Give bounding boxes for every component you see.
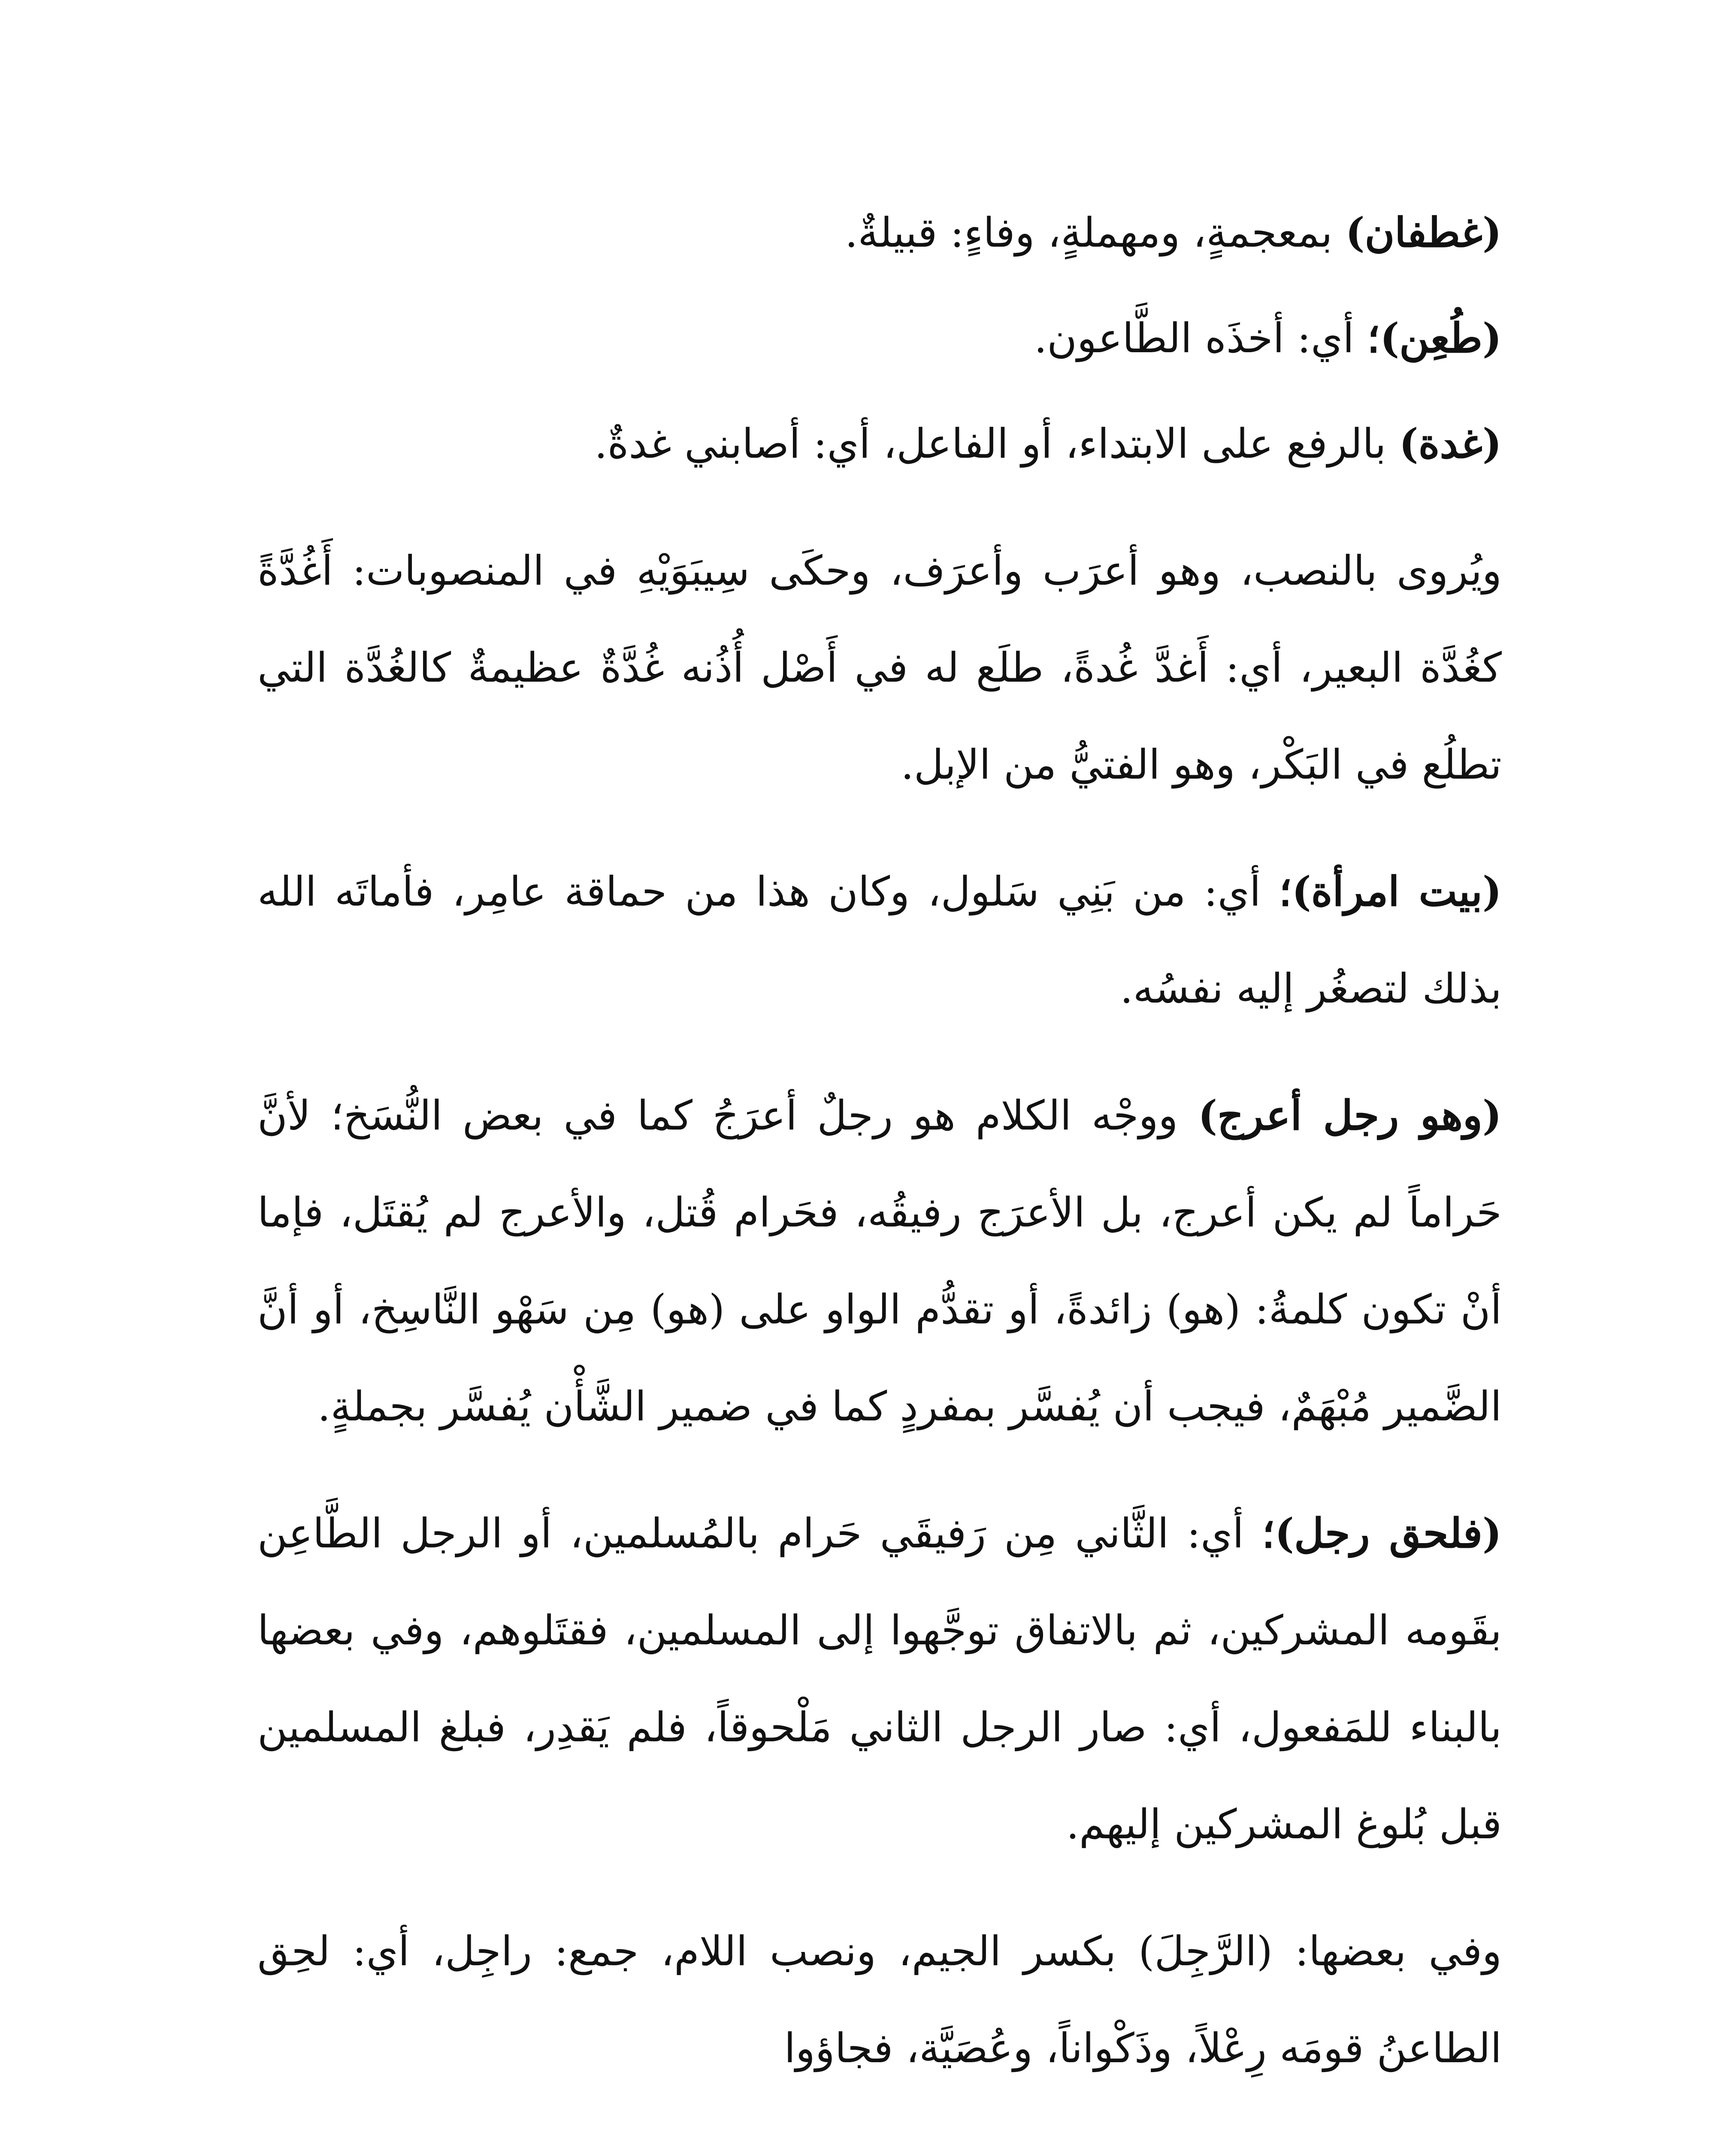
commentary-text xyxy=(257,184,1502,2097)
entry-heading: (غدة) xyxy=(1399,420,1502,468)
entry-heading: (وهو رجل أعرج) xyxy=(1198,1092,1502,1139)
entry-body: بمعجمةٍ، ومهملةٍ، وفاءٍ: قبيلةٌ. xyxy=(845,209,1346,257)
entry-falahiqa-rajul xyxy=(257,1485,1502,1873)
entry-body: ويُروى بالنصب، وهو أعرَب وأعرَف، وحكَى سِيبَوَيْهِ في المنصوبات: أَغُدَّةً كغُدَّة البعير، أي: أَغدَّ غُدةً، طلَع له في أَصْل أُذُنه غُدَّةٌ عظيمةٌ كالغُدَّة التي تطلُع في البَكْر، وهو الفتيُّ من الإبل. xyxy=(257,547,1502,789)
entry-ghudda xyxy=(257,396,1502,492)
entry-tuin xyxy=(257,290,1502,387)
entry-body: أي: الثَّاني مِن رَفيقَي حَرام بالمُسلمين، أو الرجل الطَّاعِن بقَومه المشركين، ثم بالاتفاق توجَّهوا إلى المسلمين، فقتَلوهم، وفي بعضها بالبناء للمَفعول، أي: صار الرجل الثاني مَلْحوقاً، فلم يَقدِر، فبلغ المسلمين قبل بُلوغ المشركين إليهم. xyxy=(257,1510,1502,1848)
entry-body: بالرفع على الابتداء، أو الفاعل، أي: أصابني غدةٌ. xyxy=(594,420,1399,468)
entry-rajul-aaraj xyxy=(257,1067,1502,1455)
entry-rajil-variant xyxy=(257,1903,1502,2097)
entry-heading: (طُعِن)؛ xyxy=(1367,314,1502,362)
entry-heading: (بيت امرأة)؛ xyxy=(1279,868,1502,915)
entry-body: أي: من بَنِي سَلول، وكان هذا من حماقة عامِر، فأماتَه الله بذلك لتصغُر إليه نفسُه. xyxy=(257,868,1502,1012)
entry-heading: (فلحق رجل)؛ xyxy=(1261,1510,1502,1557)
entry-body: أي: أخذَه الطَّاعون. xyxy=(1034,315,1367,362)
entry-body: ووجْه الكلام هو رجلٌ أعرَجُ كما في بعض النُّسَخ؛ لأنَّ حَراماً لم يكن أعرج، بل الأعرَج رفيقُه، فحَرام قُتل، والأعرج لم يُقتَل، فإما أنْ تكون كلمةُ: (هو) زائدةً، أو تقدُّم الواو على (هو) مِن سَهْو النَّاسِخ، أو أنَّ الضَّمير مُبْهَمٌ، فيجب أن يُفسَّر بمفردٍ كما في ضمير الشَّأْن يُفسَّر بجملةٍ. xyxy=(257,1092,1502,1430)
entry-ghatafan xyxy=(257,184,1502,281)
entry-nasb-variant xyxy=(257,523,1502,813)
entry-bayt-imraa xyxy=(257,843,1502,1037)
entry-heading: (غطفان) xyxy=(1345,209,1502,257)
entry-body: وفي بعضها: (الرَّجِلَ) بكسر الجيم، ونصب اللام، جمع: راجِل، أي: لحِق الطاعنُ قومَه رِعْلاً، وذَكْواناً، وعُصَيَّة، فجاؤوا xyxy=(257,1928,1502,2072)
